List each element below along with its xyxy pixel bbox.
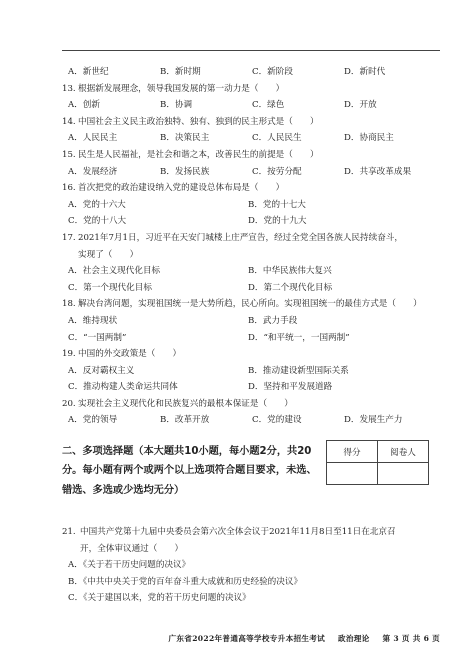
q17-option-c: C．第一个现代化目标 bbox=[68, 282, 152, 293]
q19-options-row1 bbox=[62, 363, 440, 380]
score-cell[interactable] bbox=[327, 463, 378, 485]
question-number: 20. bbox=[62, 398, 76, 409]
question-14 bbox=[62, 114, 440, 131]
q14-option-d: D．协商民主 bbox=[344, 133, 394, 144]
q12-option-c: C．新阶段 bbox=[252, 67, 293, 77]
q18-option-c: C．“一国两制” bbox=[68, 332, 127, 343]
q16-option-a: A．党的十六大 bbox=[68, 199, 126, 210]
q12-option-b: B．新时期 bbox=[160, 67, 201, 77]
question-number: 21. bbox=[62, 527, 76, 537]
q21-option-a: A．《关于若干历史问题的决议》 bbox=[68, 560, 191, 571]
top-rule bbox=[62, 50, 440, 51]
q15-option-a: A．发展经济 bbox=[68, 166, 118, 177]
footer-page-number: 第 3 页 共 6 页 bbox=[382, 634, 440, 643]
q17-option-a: A．社会主义现代化目标 bbox=[68, 266, 161, 277]
question-text: 民生是人民福祉，是社会和谐之本，改善民生的前提是（ ） bbox=[78, 149, 319, 160]
q20-option-b: B．改革开放 bbox=[160, 415, 210, 426]
q17-option-b: B．中华民族伟大复兴 bbox=[248, 266, 332, 277]
q20-options bbox=[62, 412, 440, 429]
q16-option-d: D．党的十九大 bbox=[248, 216, 307, 227]
question-text: 首次把党的政治建设纳入党的建设总体布局是（ ） bbox=[78, 183, 285, 194]
q20-option-d: D．发展生产力 bbox=[344, 415, 403, 426]
questions-single-choice bbox=[62, 64, 440, 429]
question-13 bbox=[62, 81, 440, 98]
question-text: 解决台湾问题，实现祖国统一是大势所趋，民心所向。实现祖国统一的最佳方式是（ ） bbox=[78, 299, 422, 310]
question-number: 18. bbox=[62, 299, 76, 310]
question-number: 14. bbox=[62, 116, 76, 127]
question-number: 13. bbox=[62, 83, 76, 94]
question-15 bbox=[62, 147, 440, 164]
question-text: 根据新发展理念，领导我国发展的第一动力是（ ） bbox=[78, 83, 285, 94]
q20-option-a: A．党的领导 bbox=[68, 415, 118, 426]
q16-option-b: B．党的十七大 bbox=[248, 199, 306, 210]
section-heading-multiple-choice bbox=[62, 442, 324, 500]
q13-option-d: D．开放 bbox=[344, 100, 377, 111]
score-table bbox=[326, 440, 429, 485]
footer-subject: 政治理论 bbox=[338, 634, 370, 643]
q21-option-b: B．《中共中央关于党的百年奋斗重大成就和历史经验的决议》 bbox=[68, 576, 303, 587]
question-19 bbox=[62, 346, 440, 363]
q15-option-d: D．共享改革成果 bbox=[344, 166, 412, 177]
q19-option-d: D．坚持和平发展道路 bbox=[248, 382, 333, 393]
q17-option-d: D．第二个现代化目标 bbox=[248, 282, 333, 293]
q12-options bbox=[62, 64, 440, 81]
q19-option-a: A．反对霸权主义 bbox=[68, 365, 135, 376]
question-16 bbox=[62, 180, 440, 197]
q14-option-a: A．人民民主 bbox=[68, 133, 118, 144]
questions-multiple-choice bbox=[62, 524, 440, 607]
question-number: 16. bbox=[62, 183, 76, 194]
q16-options-row1 bbox=[62, 197, 440, 214]
question-21 bbox=[62, 524, 440, 541]
q13-options bbox=[62, 97, 440, 114]
question-text: 中国的外交政策是（ ） bbox=[78, 349, 182, 360]
question-text: 实现社会主义现代化和民族复兴的最根本保证是（ ） bbox=[78, 398, 293, 409]
q15-option-c: C．按劳分配 bbox=[252, 166, 302, 177]
q18-option-b: B．武力手段 bbox=[248, 315, 298, 326]
section-heading-line: 错选、多选或少选均无分） bbox=[62, 484, 185, 496]
q15-option-b: B．发扬民族 bbox=[160, 166, 210, 177]
q13-option-c: C．绿色 bbox=[252, 100, 285, 111]
q19-option-c: C．推动构建人类命运共同体 bbox=[68, 382, 178, 393]
question-text: 2021年7月1日，习近平在天安门城楼上庄严宣告，经过全党全国各族人民持续奋斗， bbox=[78, 232, 403, 243]
q15-options bbox=[62, 164, 440, 181]
question-17-cont: 实现了（ ） bbox=[78, 249, 139, 260]
q21-option-c: C．《关于建国以来，党的若干历史问题的决议》 bbox=[68, 593, 251, 604]
q19-options-row2 bbox=[62, 379, 440, 396]
q14-option-b: B．决策民主 bbox=[160, 133, 210, 144]
q12-option-d: D．新时代 bbox=[344, 67, 386, 77]
q16-option-c: C．党的十八大 bbox=[68, 216, 127, 227]
section-heading-line: 分。每小题有两个或两个以上选项符合题目要求，未选、 bbox=[62, 465, 317, 477]
q18-option-a: A．维持现状 bbox=[68, 315, 118, 326]
question-20 bbox=[62, 396, 440, 413]
footer-exam-name: 广东省2022年普通高等学校专升本招生考试 bbox=[168, 634, 326, 643]
question-number: 17. bbox=[62, 232, 76, 243]
q13-option-a: A．创新 bbox=[68, 100, 100, 111]
question-number: 19. bbox=[62, 349, 76, 360]
q18-options-row2 bbox=[62, 330, 440, 347]
q14-option-c: C．人民民生 bbox=[252, 133, 302, 144]
q12-option-a: A．新世纪 bbox=[68, 67, 109, 77]
q19-option-b: B．推动建设新型国际关系 bbox=[248, 365, 349, 376]
q18-options-row1 bbox=[62, 313, 440, 330]
q20-option-c: C．党的建设 bbox=[252, 415, 302, 426]
q17-options-row2 bbox=[62, 280, 440, 297]
question-text: 中国社会主义民主政治独特、独有、独到的民主形式是（ ） bbox=[78, 116, 319, 127]
question-21-cont: 开，全体审议通过（ ） bbox=[80, 543, 184, 554]
q17-options-row1 bbox=[62, 263, 440, 280]
q14-options bbox=[62, 130, 440, 147]
grader-header: 阅卷人 bbox=[378, 441, 429, 463]
section-heading-line: 二、多项选择题（本大题共10小题，每小题2分，共20 bbox=[62, 446, 312, 457]
question-number: 15. bbox=[62, 149, 76, 160]
grader-cell[interactable] bbox=[378, 463, 429, 485]
page-footer bbox=[62, 633, 440, 644]
question-18 bbox=[62, 296, 440, 313]
q18-option-d: D．“和平统一，一国两制” bbox=[248, 332, 350, 343]
question-text: 中国共产党第十九届中央委员会第六次全体会议于2021年11月8日至11日在北京召 bbox=[80, 527, 396, 537]
question-17 bbox=[62, 230, 440, 247]
q13-option-b: B．协调 bbox=[160, 100, 193, 111]
score-header: 得分 bbox=[327, 441, 378, 463]
q16-options-row2 bbox=[62, 213, 440, 230]
